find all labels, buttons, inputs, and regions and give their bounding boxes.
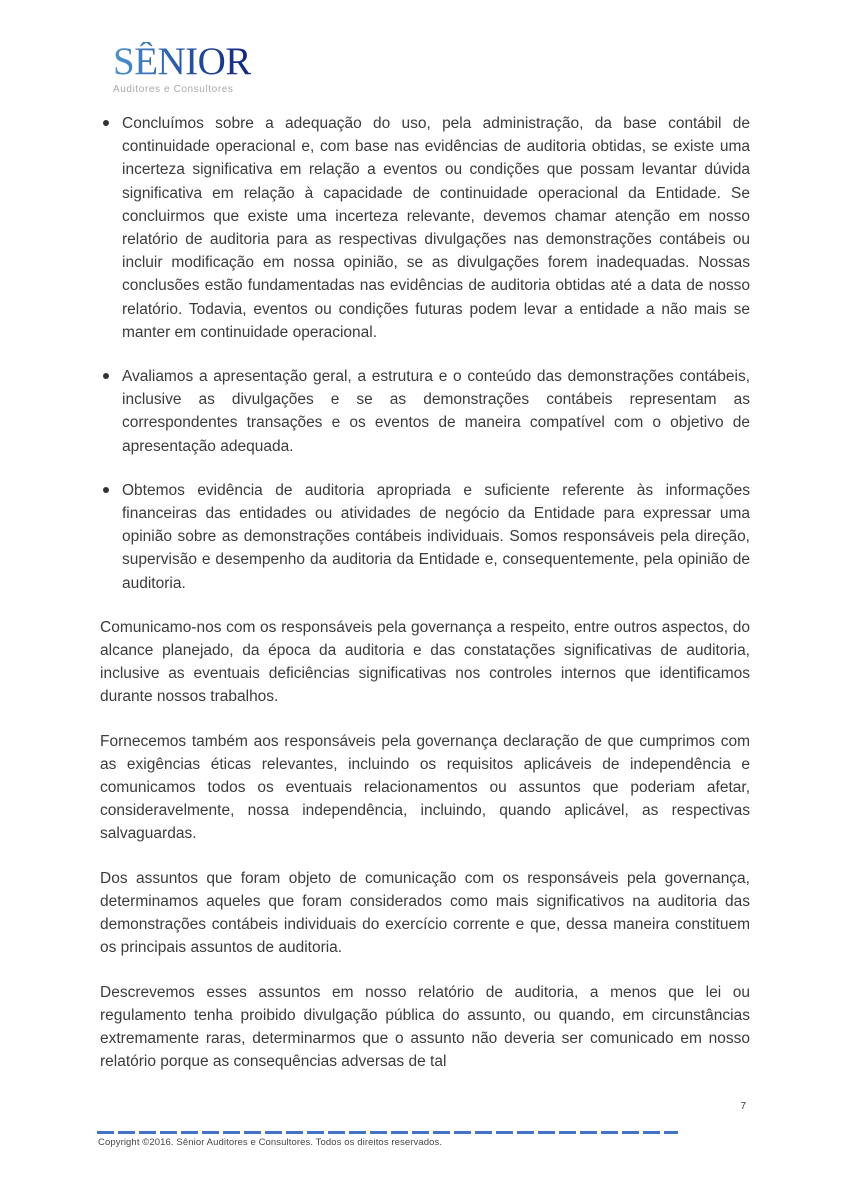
bullet-icon (103, 120, 109, 126)
paragraph: Comunicamo-nos com os responsáveis pela governança a respeito, entre outros aspectos, do alcance planejado, da época da auditoria e das constatações significativas de auditoria, inclusive as eventuais deficiências significativas nos controles internos que identificamos durante nossos trabalhos. (100, 618, 750, 706)
bullet-icon (103, 487, 109, 493)
document-body (100, 112, 750, 1094)
bullet-item (100, 365, 750, 458)
bullet-icon (103, 373, 109, 379)
bullet-text: Concluímos sobre a adequação do uso, pela administração, da base contábil de continuidade operacional e, com base nas evidências de auditoria obtidas, se existe uma incerteza significativa em relação a eventos ou condições que possam levantar dúvida significativa em relação à capacidade de continuidade operacional da Entidade. Se concluirmos que existe uma incerteza relevante, devemos chamar atenção em nosso relatório de auditoria para as respectivas divulgações nas demonstrações contábeis ou incluir modificação em nossa opinião, se as divulgações forem inadequadas. Nossas conclusões estão fundamentadas nas evidências de auditoria obtidas até a data de nosso relatório. Todavia, eventos ou condições futuras podem levar a entidade a não mais se manter em continuidade operacional. (122, 115, 750, 341)
paragraph: Fornecemos também aos responsáveis pela governança declaração de que cumprimos com as exigências éticas relevantes, incluindo os requisitos aplicáveis de independência e comunicamos todos os eventuais relacionamentos ou assuntos que poderiam afetar, consideravelmente, nossa independência, incluindo, quando aplicável, as respectivas salvaguardas. (100, 732, 750, 843)
bullet-text: Obtemos evidência de auditoria apropriada e suficiente referente às informações financeiras das entidades ou atividades de negócio da Entidade para expressar uma opinião sobre as demonstrações contábeis individuais. Somos responsáveis pela direção, supervisão e desempenho da auditoria da Entidade e, consequentemente, pela opinião de auditoria. (122, 481, 750, 592)
copyright-text: Copyright ©2016. Sênior Auditores e Consultores. Todos os direitos reservados. (98, 1137, 443, 1148)
bullet-item (100, 479, 750, 595)
footer-divider-line (97, 1131, 678, 1134)
paragraph: Descrevemos esses assuntos em nosso relatório de auditoria, a menos que lei ou regulamento tenha proibido divulgação pública do assunto, ou quando, em circunstâncias extremamente raras, determinarmos que o assunto não deveria ser comunicado em nosso relatório porque as consequências adversas de tal (100, 983, 750, 1071)
bullet-item (100, 112, 750, 344)
logo-tagline: Auditores e Consultores (113, 84, 234, 95)
company-logo (113, 42, 251, 95)
paragraph: Dos assuntos que foram objeto de comunicação com os responsáveis pela governança, determinamos aqueles que foram considerados como mais significativos na auditoria das demonstrações contábeis individuais do exercício corrente e que, dessa maneira constituem os principais assuntos de auditoria. (100, 869, 750, 957)
page-number: 7 (740, 1101, 746, 1112)
logo-wordmark: SÊNIOR (113, 40, 251, 83)
bullet-text: Avaliamos a apresentação geral, a estrutura e o conteúdo das demonstrações contábeis, inclusive as divulgações e se as demonstrações contábeis representam as correspondentes transações e os eventos de maneira compatível com o objetivo de apresentação adequada. (122, 368, 750, 455)
